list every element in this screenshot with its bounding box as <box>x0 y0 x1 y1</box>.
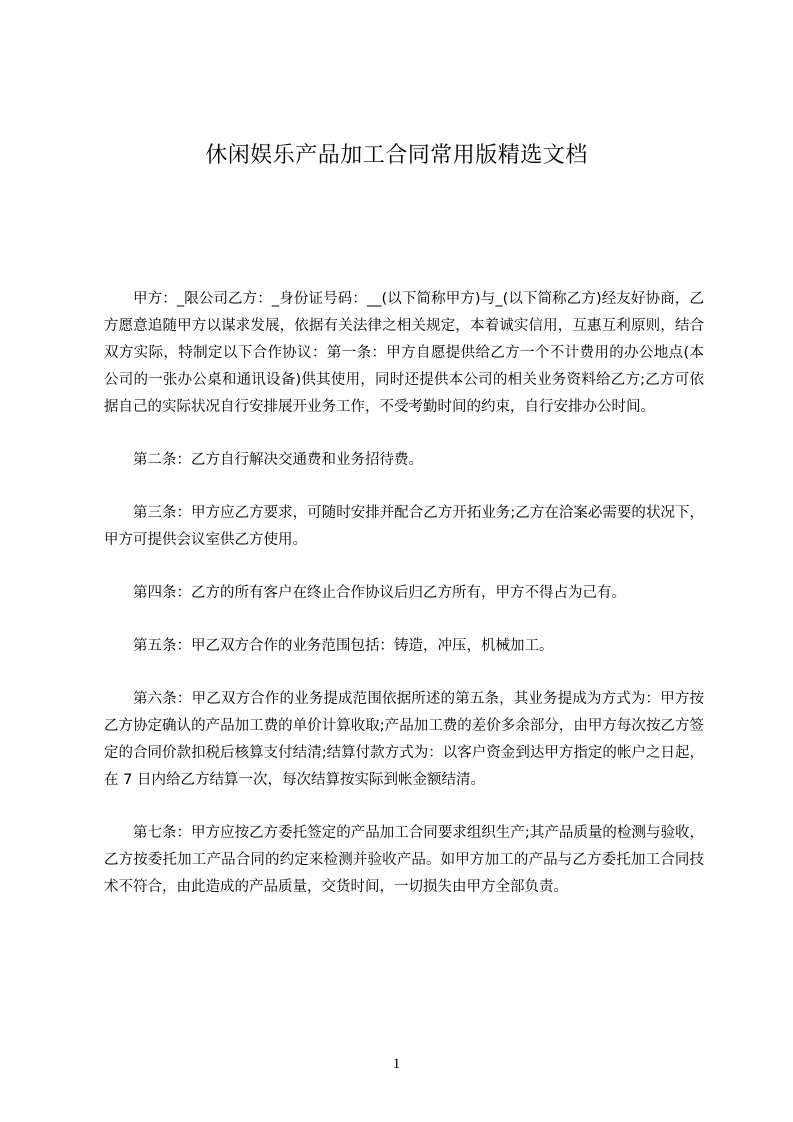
paragraph-article-5: 第五条：甲乙双方合作的业务范围包括：铸造，冲压，机械加工。 <box>133 638 554 654</box>
paragraph-article-6: 第六条：甲乙双方合作的业务提成范围依据所述的第五条，其业务提成为方式为：甲方按乙方协定确认的产品加工费的单价计算收取;产品加工费的差价多余部分，由甲方每次按乙方签定的合同价款扣税后核算支付结清;结算付款方式为：以客户资金到达甲方指定的帐户之日起，在 7 日内给乙方结算一次，每次结算按实际到帐金额结清。 <box>104 691 704 788</box>
paragraph-article-4: 第四条：乙方的所有客户在终止合作协议后归乙方所有，甲方不得占为己有。 <box>133 585 626 601</box>
page-number: 1 <box>392 1056 401 1072</box>
paragraph-preamble: 甲方：_限公司乙方：_身份证号码：__(以下简称甲方)与_(以下简称乙方)经友好协商，乙方愿意追随甲方以谋求发展，依据有关法律之相关规定，本着诚实信用，互惠互利原则，结合双方实际，特制定以下合作协议：第一条：甲方自愿提供给乙方一个不计费用的办公地点(本公司的一张办公桌和通讯设备)供其使用，同时还提供本公司的相关业务资料给乙方;乙方可依据自己的实际状况自行安排展开业务工作，不受考勤时间的约束，自行安排办公时间。 <box>104 291 704 415</box>
paragraph-article-3: 第三条：甲方应乙方要求，可随时安排并配合乙方开拓业务;乙方在洽案必需要的状况下，甲方可提供会议室供乙方使用。 <box>104 505 704 548</box>
document-title: 休闲娱乐产品加工合同常用版精选文档 <box>205 143 588 168</box>
paragraph-article-7: 第七条：甲方应按乙方委托签定的产品加工合同要求组织生产;其产品质量的检测与验收，乙方按委托加工产品合同的约定来检测并验收产品。如甲方加工的产品与乙方委托加工合同技术不符合，由此造成的产品质量，交货时间，一切损失由甲方全部负责。 <box>104 825 704 895</box>
paragraph-article-2: 第二条：乙方自行解决交通费和业务招待费。 <box>133 452 423 468</box>
document-body <box>104 286 704 901</box>
